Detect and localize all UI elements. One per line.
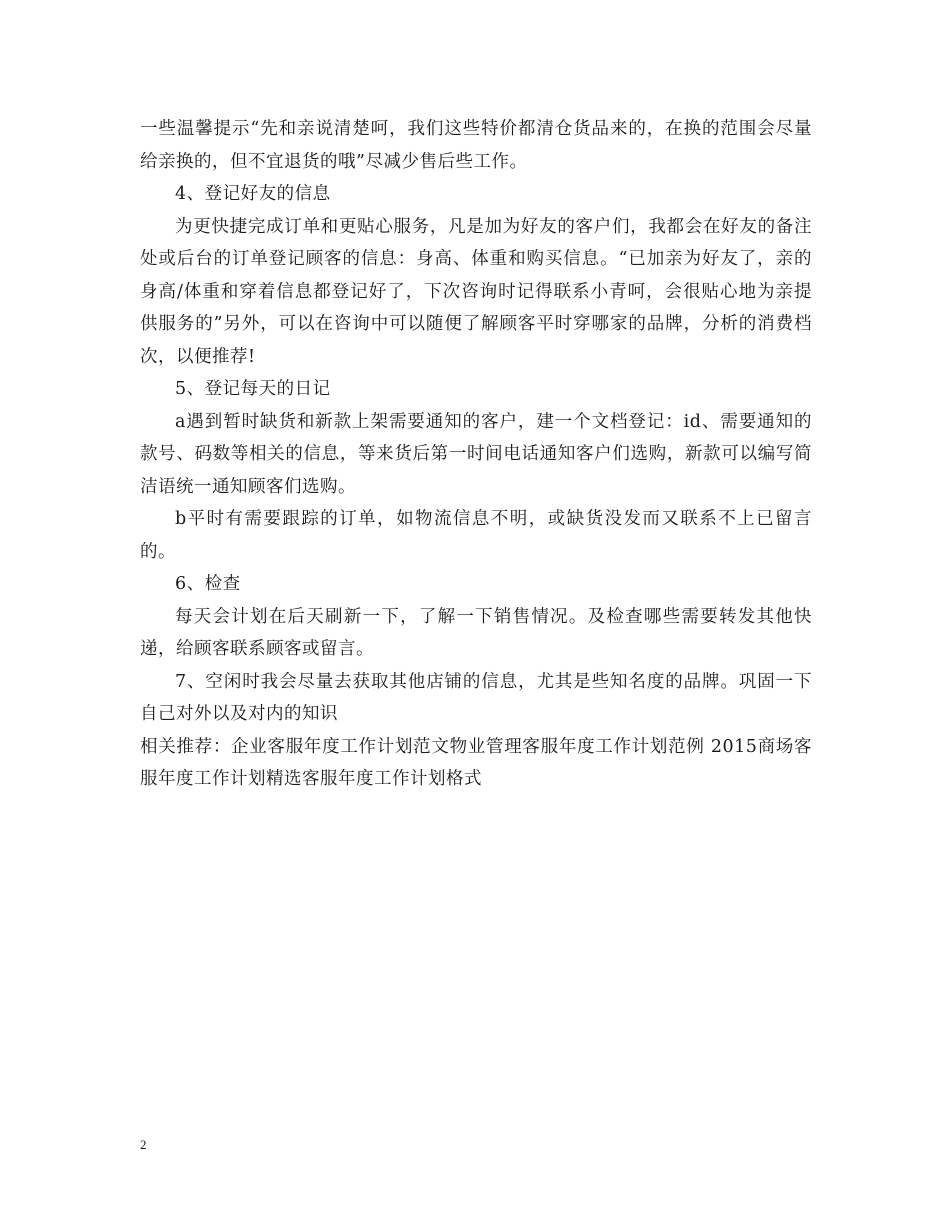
document-body (140, 113, 812, 796)
heading-daily-log: 5、登记每天的日记 (175, 379, 331, 399)
related-recommendations: 相关推荐：企业客服年度工作计划范文物业管理客服年度工作计划范例 2015商场客服年度工作计划精选客服年度工作计划格式 (140, 736, 812, 789)
paragraph-reminder-tail: 一些温馨提示“先和亲说清楚呵，我们这些特价都清仓货品来的，在换的范围会尽量给亲换的，但不宜退货的哦”尽减少售后些工作。 (140, 119, 812, 172)
heading-check: 6、检查 (175, 574, 241, 594)
heading-register-friend-info: 4、登记好友的信息 (175, 184, 331, 204)
paragraph-check: 每天会计划在后天刷新一下，了解一下销售情况。及检查哪些需要转发其他快递，给顾客联系顾客或留言。 (140, 606, 812, 659)
paragraph-daily-log-a: a遇到暂时缺货和新款上架需要通知的客户，建一个文档登记：id、需要通知的款号、码数等相关的信息，等来货后第一时间电话通知客户们选购，新款可以编写简洁语统一通知顾客们选购。 (140, 411, 812, 497)
paragraph-daily-log-b: b平时有需要跟踪的订单，如物流信息不明，或缺货没发而又联系不上已留言的。 (140, 509, 812, 562)
paragraph-idle-time: 7、空闲时我会尽量去获取其他店铺的信息，尤其是些知名度的品牌。巩固一下自己对外以及对内的知识 (140, 671, 812, 724)
page-number: 2 (140, 1137, 147, 1152)
paragraph-register-friend-info: 为更快捷完成订单和更贴心服务，凡是加为好友的客户们，我都会在好友的备注处或后台的订单登记顾客的信息：身高、体重和购买信息。“已加亲为好友了，亲的身高/体重和穿着信息都登记好了，下次咨询时记得联系小青呵，会很贴心地为亲提供服务的”另外，可以在咨询中可以随便了解顾客平时穿哪家的品牌，分析的消费档次，以便推荐! (140, 216, 812, 367)
